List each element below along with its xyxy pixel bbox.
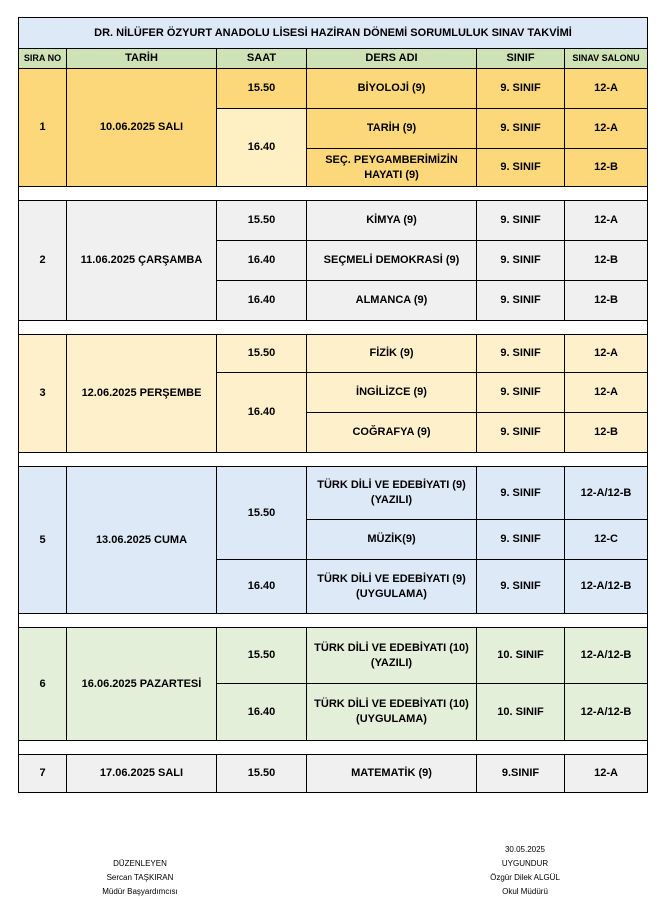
- row-tarih: 10.06.2025 SALI: [67, 69, 217, 187]
- footer-left-line3: Müdür Başyardımcısı: [102, 887, 178, 896]
- row-ders: KİMYA (9): [307, 201, 477, 241]
- row-salon: 12-A: [565, 109, 648, 149]
- footer-approved-by: [445, 843, 605, 899]
- table-header: [19, 49, 648, 69]
- table-row: [19, 69, 648, 109]
- row-ders: SEÇMELİ DEMOKRASİ (9): [307, 241, 477, 281]
- row-ders: FİZİK (9): [307, 335, 477, 373]
- row-ders: MÜZİK(9): [307, 520, 477, 560]
- row-sira-no: 3: [19, 335, 67, 453]
- footer-right-line1: UYGUNDUR: [501, 859, 549, 868]
- row-saat: 15.50: [217, 335, 307, 373]
- row-ders: ALMANCA (9): [307, 281, 477, 321]
- row-saat: 16.40: [217, 560, 307, 614]
- row-salon: 12-A: [565, 755, 648, 793]
- row-saat: 15.50: [217, 201, 307, 241]
- row-ders: SEÇ. PEYGAMBERİMİZİN HAYATI (9): [307, 149, 477, 187]
- row-divider: [19, 321, 648, 335]
- exam-schedule-table: [18, 17, 648, 793]
- row-salon: 12-A: [565, 69, 648, 109]
- header-sira-no: SIRA NO: [19, 49, 67, 69]
- row-sinif: 9. SINIF: [477, 373, 565, 413]
- row-salon: 12-A/12-B: [565, 684, 648, 741]
- row-sira-no: 1: [19, 69, 67, 187]
- table-row: [19, 335, 648, 373]
- row-saat: 16.40: [217, 109, 307, 187]
- row-ders: TÜRK DİLİ VE EDEBİYATI (9) (UYGULAMA): [307, 560, 477, 614]
- row-sira-no: 2: [19, 201, 67, 321]
- footer-left-line1: DÜZENLEYEN: [113, 859, 167, 868]
- row-sinif: 9. SINIF: [477, 520, 565, 560]
- header-saat: SAAT: [217, 49, 307, 69]
- header-sinav-salonu: SINAV SALONU: [565, 49, 648, 69]
- row-sinif: 9. SINIF: [477, 149, 565, 187]
- row-tarih: 16.06.2025 PAZARTESİ: [67, 628, 217, 741]
- row-ders: TÜRK DİLİ VE EDEBİYATI (10) (YAZILI): [307, 628, 477, 684]
- footer-prepared-by: [60, 857, 220, 899]
- row-salon: 12-A/12-B: [565, 628, 648, 684]
- row-sinif: 9. SINIF: [477, 560, 565, 614]
- row-ders: COĞRAFYA (9): [307, 413, 477, 453]
- footer-right-line3: Okul Müdürü: [502, 887, 548, 896]
- row-sinif: 9. SINIF: [477, 109, 565, 149]
- row-divider: [19, 741, 648, 755]
- row-sinif: 9. SINIF: [477, 241, 565, 281]
- table-row: [19, 628, 648, 684]
- row-sinif: 9. SINIF: [477, 201, 565, 241]
- page-title: DR. NİLÜFER ÖZYURT ANADOLU LİSESİ HAZİRAN DÖNEMİ SORUMLULUK SINAV TAKVİMİ: [19, 18, 648, 49]
- row-sinif: 9. SINIF: [477, 281, 565, 321]
- row-sinif: 9.SINIF: [477, 755, 565, 793]
- footer-left-line2: Sercan TAŞKIRAN: [106, 873, 174, 882]
- header-ders-adi: DERS ADI: [307, 49, 477, 69]
- row-divider: [19, 453, 648, 467]
- table-row: [19, 467, 648, 520]
- row-divider: [19, 614, 648, 628]
- header-tarih: TARİH: [67, 49, 217, 69]
- row-sinif: 10. SINIF: [477, 628, 565, 684]
- row-salon: 12-A: [565, 201, 648, 241]
- row-salon: 12-A/12-B: [565, 560, 648, 614]
- row-ders: TÜRK DİLİ VE EDEBİYATI (9) (YAZILI): [307, 467, 477, 520]
- row-tarih: 13.06.2025 CUMA: [67, 467, 217, 614]
- row-salon: 12-B: [565, 149, 648, 187]
- row-sinif: 9. SINIF: [477, 413, 565, 453]
- row-sinif: 10. SINIF: [477, 684, 565, 741]
- row-saat: 16.40: [217, 373, 307, 453]
- row-salon: 12-C: [565, 520, 648, 560]
- row-sinif: 9. SINIF: [477, 335, 565, 373]
- row-salon: 12-B: [565, 241, 648, 281]
- row-divider: [19, 187, 648, 201]
- row-tarih: 17.06.2025 SALI: [67, 755, 217, 793]
- row-saat: 16.40: [217, 241, 307, 281]
- footer-date: 30.05.2025: [504, 845, 546, 854]
- row-salon: 12-A/12-B: [565, 467, 648, 520]
- table-row: [19, 201, 648, 241]
- row-saat: 15.50: [217, 69, 307, 109]
- row-sinif: 9. SINIF: [477, 69, 565, 109]
- row-sira-no: 6: [19, 628, 67, 741]
- row-ders: MATEMATİK (9): [307, 755, 477, 793]
- row-salon: 12-B: [565, 281, 648, 321]
- row-salon: 12-B: [565, 413, 648, 453]
- row-saat: 15.50: [217, 755, 307, 793]
- row-saat: 16.40: [217, 684, 307, 741]
- row-tarih: 11.06.2025 ÇARŞAMBA: [67, 201, 217, 321]
- row-tarih: 12.06.2025 PERŞEMBE: [67, 335, 217, 453]
- row-ders: İNGİLİZCE (9): [307, 373, 477, 413]
- row-ders: BİYOLOJİ (9): [307, 69, 477, 109]
- table-row: [19, 755, 648, 793]
- row-saat: 15.50: [217, 628, 307, 684]
- row-saat: 16.40: [217, 281, 307, 321]
- row-ders: TARİH (9): [307, 109, 477, 149]
- row-ders: TÜRK DİLİ VE EDEBİYATI (10) (UYGULAMA): [307, 684, 477, 741]
- row-saat: 15.50: [217, 467, 307, 560]
- row-sira-no: 5: [19, 467, 67, 614]
- row-sira-no: 7: [19, 755, 67, 793]
- header-sinif: SINIF: [477, 49, 565, 69]
- footer-right-line2: Özgür Dilek ALGÜL: [490, 873, 560, 882]
- row-salon: 12-A: [565, 335, 648, 373]
- row-salon: 12-A: [565, 373, 648, 413]
- row-sinif: 9. SINIF: [477, 467, 565, 520]
